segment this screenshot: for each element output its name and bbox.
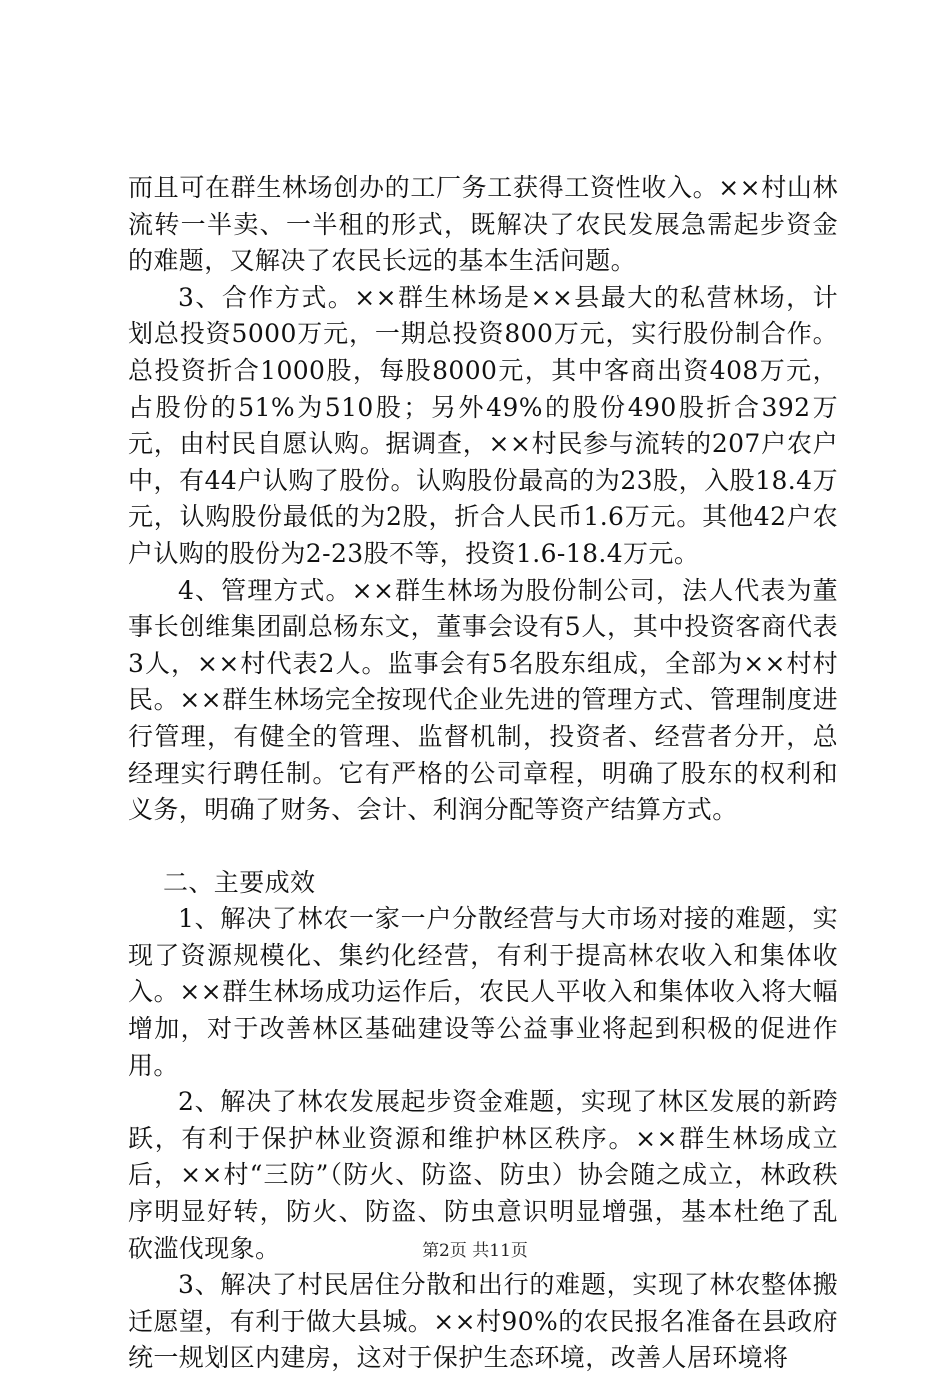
document-body — [128, 170, 838, 1377]
paragraph-cooperation-method: 3、合作方式。××群生林场是××县最大的私营林场，计划总投资5000万元，一期总投资800万元，实行股份制合作。总投资折合1000股，每股8000元，其中客商出资408万元，占股份的51%为510股；另外49%的股份490股折合392万元，由村民自愿认购。据调查，××村民参与流转的207户农户中，有44户认购了股份。认购股份最高的为23股，入股18.4万元，认购股份最低的为2股，折合人民币1.6万元。其他42户农户认购的股份为2-23股不等，投资1.6-18.4万元。 — [128, 282, 838, 568]
section-heading: 二、主要成效 — [163, 867, 316, 897]
page-footer: 第2页 共11页 — [422, 1241, 528, 1261]
paragraph-management-method: 4、管理方式。××群生林场为股份制公司，法人代表为董事长创维集团副总杨东文，董事会设有5人，其中投资客商代表3人，××村代表2人。监事会有5名股东组成，全部为××村村民。××群生林场完全按现代企业先进的管理方式、管理制度进行管理，有健全的管理、监督机制，投资者、经营者分开，总经理实行聘任制。它有严格的公司章程，明确了股东的权利和义务，明确了财务、会计、利润分配等资产结算方式。 — [128, 575, 838, 825]
paragraph-continuation: 而且可在群生林场创办的工厂务工获得工资性收入。××村山林流转一半卖、一半租的形式，既解决了农民发展急需起步资金的难题，又解决了农民长远的基本生活问题。 — [128, 173, 838, 276]
paragraph-result-2: 2、解决了林农发展起步资金难题，实现了林区发展的新跨跃，有利于保护林业资源和维护林区秩序。××群生林场成立后，××村“三防”（防火、防盗、防虫）协会随之成立，林政秩序明显好转，防火、防盗、防虫意识明显增强，基本杜绝了乱砍滥伐现象。 — [128, 1087, 838, 1263]
paragraph-result-3: 3、解决了村民居住分散和出行的难题，实现了林农整体搬迁愿望，有利于做大县城。××村90%的农民报名准备在县政府统一规划区内建房，这对于保护生态环境，改善人居环境将 — [128, 1270, 838, 1373]
paragraph-result-1: 1、解决了林农一家一户分散经营与大市场对接的难题，实现了资源规模化、集约化经营，有利于提高林农收入和集体收入。××群生林场成功运作后，农民人平收入和集体收入将大幅增加，对于改善林区基础建设等公益事业将起到积极的促进作用。 — [128, 904, 838, 1080]
